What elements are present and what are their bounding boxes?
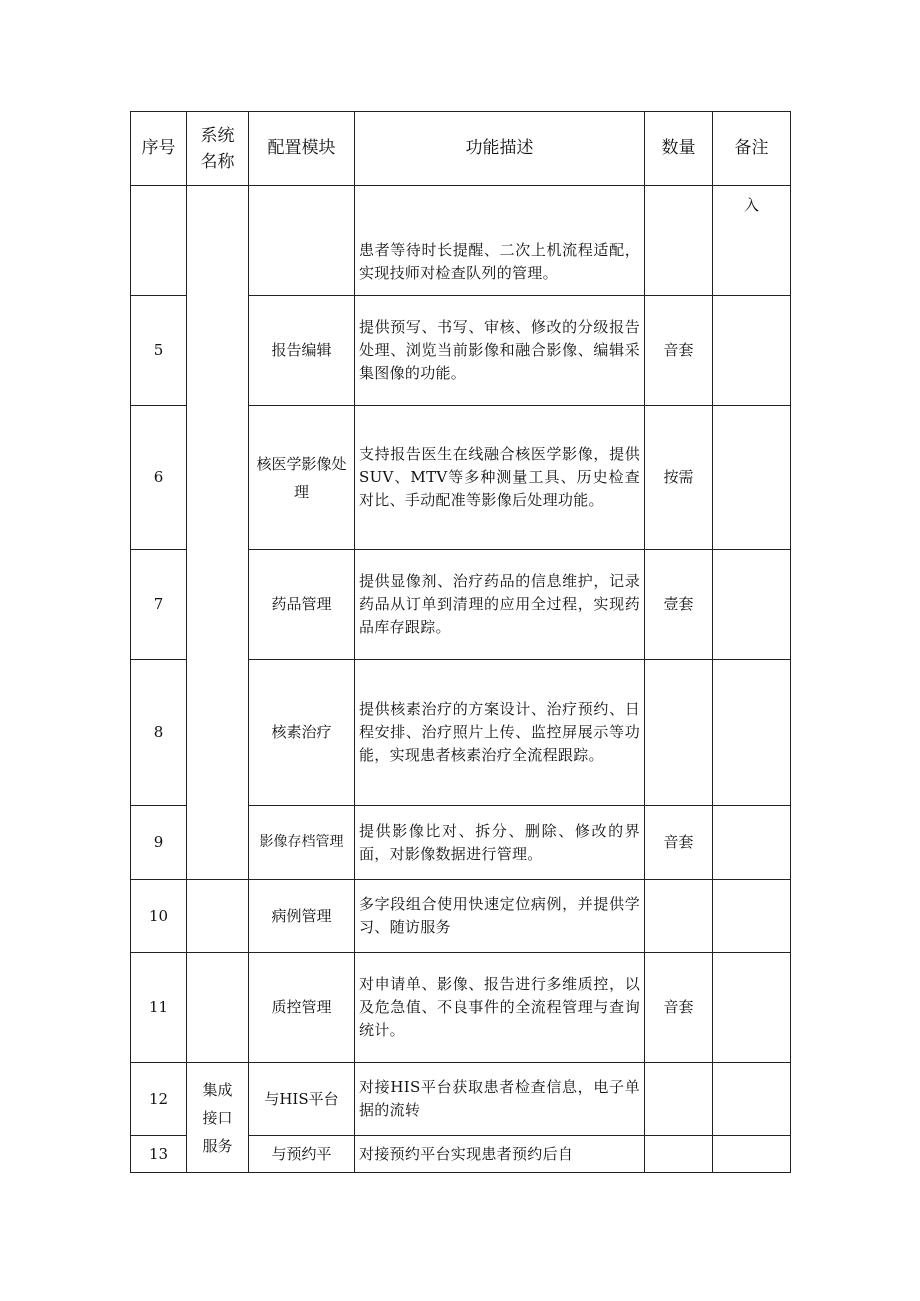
row-seq: 9	[131, 806, 187, 880]
row-desc: 提供核素治疗的方案设计、治疗预约、日程安排、治疗照片上传、监控屏展示等功能，实现患者核素治疗全流程跟踪。	[355, 660, 645, 806]
row-seq: 7	[131, 550, 187, 660]
row-desc-text: 患者等待时长提醒、二次上机流程适配，实现技师对检查队列的管理。	[359, 240, 640, 282]
system-name-cell	[187, 186, 249, 880]
row-module: 核医学影像处理	[249, 406, 355, 550]
row-module: 影像存档管理	[249, 806, 355, 880]
header-seq: 序号	[131, 112, 187, 186]
table-row	[131, 880, 791, 953]
row-seq: 6	[131, 406, 187, 550]
row-seq: 10	[131, 880, 187, 953]
row-remark	[713, 806, 791, 880]
integration-system-line2: 接口	[202, 1108, 233, 1127]
config-table	[130, 111, 791, 1173]
row-remark	[713, 550, 791, 660]
row-desc: 提供影像比对、拆分、删除、修改的界面，对影像数据进行管理。	[355, 806, 645, 880]
row-qty	[645, 660, 713, 806]
row-remark	[713, 1136, 791, 1173]
row-qty	[645, 186, 713, 296]
row-module: 核素治疗	[249, 660, 355, 806]
row-qty	[645, 880, 713, 953]
row-remark	[713, 406, 791, 550]
header-system-line1: 系统	[200, 125, 235, 146]
row-desc: 对接预约平台实现患者预约后自	[355, 1136, 645, 1173]
table-header-row	[131, 112, 791, 186]
row-remark	[713, 660, 791, 806]
row-system	[187, 880, 249, 953]
row-remark: 入	[713, 186, 791, 296]
row-module	[249, 186, 355, 296]
row-module: 与HIS平台	[249, 1063, 355, 1136]
row-qty: 音套	[645, 296, 713, 406]
row-module: 报告编辑	[249, 296, 355, 406]
row-remark	[713, 296, 791, 406]
row-desc: 提供预写、书写、审核、修改的分级报告处理、浏览当前影像和融合影像、编辑采集图像的功能。	[355, 296, 645, 406]
row-seq	[131, 186, 187, 296]
row-desc: 对申请单、影像、报告进行多维质控，以及危急值、不良事件的全流程管理与查询统计。	[355, 953, 645, 1063]
header-system-line2: 名称	[200, 151, 235, 172]
row-seq: 13	[131, 1136, 187, 1173]
row-seq: 12	[131, 1063, 187, 1136]
row-qty	[645, 1063, 713, 1136]
row-module: 药品管理	[249, 550, 355, 660]
header-module: 配置模块	[249, 112, 355, 186]
integration-system-cell	[187, 1063, 249, 1173]
row-module: 质控管理	[249, 953, 355, 1063]
row-system	[187, 953, 249, 1063]
integration-system-line3: 服务	[202, 1136, 233, 1155]
row-seq: 5	[131, 296, 187, 406]
row-desc	[355, 186, 645, 296]
row-qty: 按需	[645, 406, 713, 550]
table-row	[131, 1063, 791, 1136]
row-module: 与预约平	[249, 1136, 355, 1173]
row-desc: 多字段组合使用快速定位病例，并提供学习、随访服务	[355, 880, 645, 953]
table-row	[131, 953, 791, 1063]
row-qty: 壹套	[645, 550, 713, 660]
row-seq: 11	[131, 953, 187, 1063]
row-seq: 8	[131, 660, 187, 806]
row-remark	[713, 880, 791, 953]
header-system	[187, 112, 249, 186]
header-desc: 功能描述	[355, 112, 645, 186]
row-remark	[713, 953, 791, 1063]
header-qty: 数量	[645, 112, 713, 186]
row-desc: 对接HIS平台获取患者检查信息，电子单据的流转	[355, 1063, 645, 1136]
integration-system-line1: 集成	[202, 1080, 233, 1099]
row-qty: 音套	[645, 953, 713, 1063]
header-remark: 备注	[713, 112, 791, 186]
row-module: 病例管理	[249, 880, 355, 953]
row-desc: 提供显像剂、治疗药品的信息维护，记录药品从订单到清理的应用全过程，实现药品库存跟踪。	[355, 550, 645, 660]
row-remark	[713, 1063, 791, 1136]
row-desc: 支持报告医生在线融合核医学影像，提供SUV、MTV等多种测量工具、历史检查对比、手动配准等影像后处理功能。	[355, 406, 645, 550]
row-qty: 音套	[645, 806, 713, 880]
row-qty	[645, 1136, 713, 1173]
table-row	[131, 186, 791, 296]
